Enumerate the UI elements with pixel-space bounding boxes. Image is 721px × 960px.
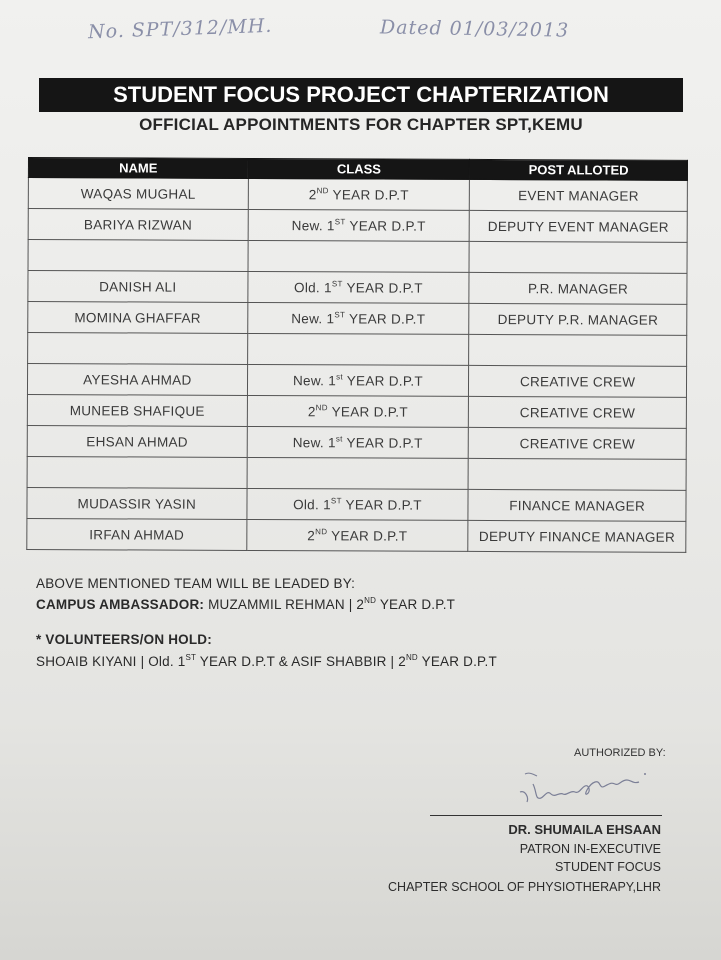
table-row — [28, 240, 687, 274]
cell-post — [468, 458, 686, 490]
cell-post: CREATIVE CREW — [469, 365, 687, 397]
cell-name: MUNEEB SHAFIQUE — [27, 394, 247, 426]
cell-class — [247, 395, 469, 427]
cell-class — [246, 519, 468, 551]
class-year: YEAR D.P.T — [331, 528, 408, 544]
document-subtitle: OFFICIAL APPOINTMENTS FOR CHAPTER SPT,KEMU — [139, 115, 583, 134]
cell-post: EVENT MANAGER — [470, 179, 688, 211]
column-header-name: NAME — [28, 158, 248, 179]
class-ordinal-suffix: ND — [315, 403, 328, 413]
cell-post: DEPUTY P.R. MANAGER — [469, 303, 687, 335]
cell-name: DANISH ALI — [28, 271, 248, 303]
cell-post: DEPUTY FINANCE MANAGER — [468, 520, 686, 552]
cell-class — [247, 302, 469, 334]
cell-post — [469, 241, 687, 273]
class-year: YEAR D.P.T — [346, 373, 424, 389]
campus-ambassador-name: MUZAMMIL REHMAN | 2 — [208, 597, 365, 612]
table-row — [27, 364, 686, 398]
column-header-class: CLASS — [248, 158, 470, 179]
cell-name — [28, 333, 248, 365]
column-header-post: POST ALLOTED — [470, 159, 688, 180]
handwritten-date: Dated 01/03/2013 — [379, 16, 570, 42]
class-ordinal-suffix: ST — [334, 310, 346, 320]
cell-name — [28, 240, 248, 272]
class-prefix: Old. 1 — [293, 497, 331, 513]
class-year: YEAR D.P.T — [346, 280, 423, 296]
table-row — [28, 302, 687, 336]
cell-class — [248, 178, 470, 210]
class-prefix: 2 — [308, 187, 317, 203]
document-title: STUDENT FOCUS PROJECT CHAPTERIZATION — [39, 78, 683, 112]
signatory-name: DR. SHUMAILA EHSAAN — [508, 822, 661, 837]
handwritten-signature — [515, 762, 665, 812]
cell-name: BARIYA RIZWAN — [28, 209, 248, 241]
table-row — [27, 394, 686, 428]
class-ordinal-suffix: ST — [330, 496, 342, 506]
cell-post — [469, 334, 687, 366]
volunteer-2-suffix: ND — [405, 653, 418, 662]
cell-class — [247, 488, 469, 520]
cell-name: IRFAN AHMAD — [27, 518, 247, 550]
cell-name: AYESHA AHMAD — [27, 364, 247, 396]
class-prefix: New. 1 — [291, 218, 335, 234]
cell-post: CREATIVE CREW — [469, 396, 687, 428]
volunteers-heading: * VOLUNTEERS/ON HOLD: — [36, 632, 212, 647]
table-row — [27, 518, 686, 552]
leadership-intro: ABOVE MENTIONED TEAM WILL BE LEADED BY: — [36, 576, 356, 591]
signatory-chapter: CHAPTER SCHOOL OF PHYSIOTHERAPY,LHR — [388, 880, 661, 894]
signatory-title: PATRON IN-EXECUTIVE — [519, 842, 661, 856]
cell-name: EHSAN AHMAD — [27, 425, 247, 457]
cell-class — [247, 364, 469, 396]
class-year: YEAR D.P.T — [348, 311, 426, 327]
volunteer-2-text: YEAR D.P.T & ASIF SHABBIR | 2 — [199, 654, 406, 669]
class-prefix: 2 — [307, 528, 316, 544]
cell-name: MOMINA GHAFFAR — [28, 302, 248, 334]
cell-class — [247, 426, 469, 458]
class-year: YEAR D.P.T — [346, 435, 423, 451]
table-row — [27, 425, 686, 459]
cell-post: P.R. MANAGER — [469, 272, 687, 304]
class-prefix: New. 1 — [292, 435, 336, 451]
class-year: YEAR D.P.T — [349, 218, 426, 234]
table-row — [28, 178, 687, 212]
campus-ambassador-class-suffix: ND — [364, 596, 377, 605]
campus-ambassador-label: CAMPUS AMBASSADOR: — [36, 597, 205, 612]
class-ordinal-suffix: ND — [315, 527, 328, 537]
cell-name — [27, 456, 247, 488]
cell-class — [248, 271, 470, 303]
table-row — [27, 456, 686, 490]
cell-class — [248, 240, 470, 272]
volunteer-2-class: YEAR D.P.T — [421, 654, 497, 669]
volunteer-1-suffix: ST — [185, 653, 197, 662]
cell-post: FINANCE MANAGER — [468, 489, 686, 521]
class-prefix: New. 1 — [292, 373, 337, 389]
class-prefix: Old. 1 — [294, 280, 332, 296]
cell-class — [247, 457, 469, 489]
table-row — [28, 333, 687, 367]
table-row — [28, 271, 687, 305]
table-row — [27, 487, 686, 521]
cell-class — [248, 209, 470, 241]
class-ordinal-suffix: st — [336, 372, 343, 382]
campus-ambassador-line — [36, 596, 455, 612]
cell-class — [247, 333, 469, 365]
class-ordinal-suffix: st — [335, 434, 343, 444]
class-year: YEAR D.P.T — [332, 187, 409, 203]
class-ordinal-suffix: ST — [331, 279, 343, 289]
class-ordinal-suffix: ST — [334, 217, 346, 227]
class-prefix: 2 — [307, 404, 316, 420]
appointments-table — [26, 157, 688, 553]
signature-line — [430, 815, 662, 816]
campus-ambassador-class: YEAR D.P.T — [379, 597, 456, 612]
authorized-by-label: AUTHORIZED BY: — [574, 747, 666, 759]
cell-name: MUDASSIR YASIN — [27, 487, 247, 519]
class-ordinal-suffix: ND — [316, 186, 329, 196]
table-body — [27, 178, 688, 553]
volunteers-line — [36, 653, 497, 669]
volunteer-1-text: SHOAIB KIYANI | Old. 1 — [36, 654, 186, 669]
handwritten-reference-number: No. SPT/312/MH. — [87, 14, 273, 44]
class-prefix: New. 1 — [291, 311, 335, 327]
cell-name: WAQAS MUGHAL — [28, 178, 248, 210]
table-row — [28, 209, 687, 243]
class-year: YEAR D.P.T — [331, 404, 408, 420]
cell-post: CREATIVE CREW — [468, 427, 686, 459]
class-year: YEAR D.P.T — [345, 497, 422, 513]
signatory-organization: STUDENT FOCUS — [554, 860, 661, 874]
cell-post: DEPUTY EVENT MANAGER — [469, 210, 687, 242]
